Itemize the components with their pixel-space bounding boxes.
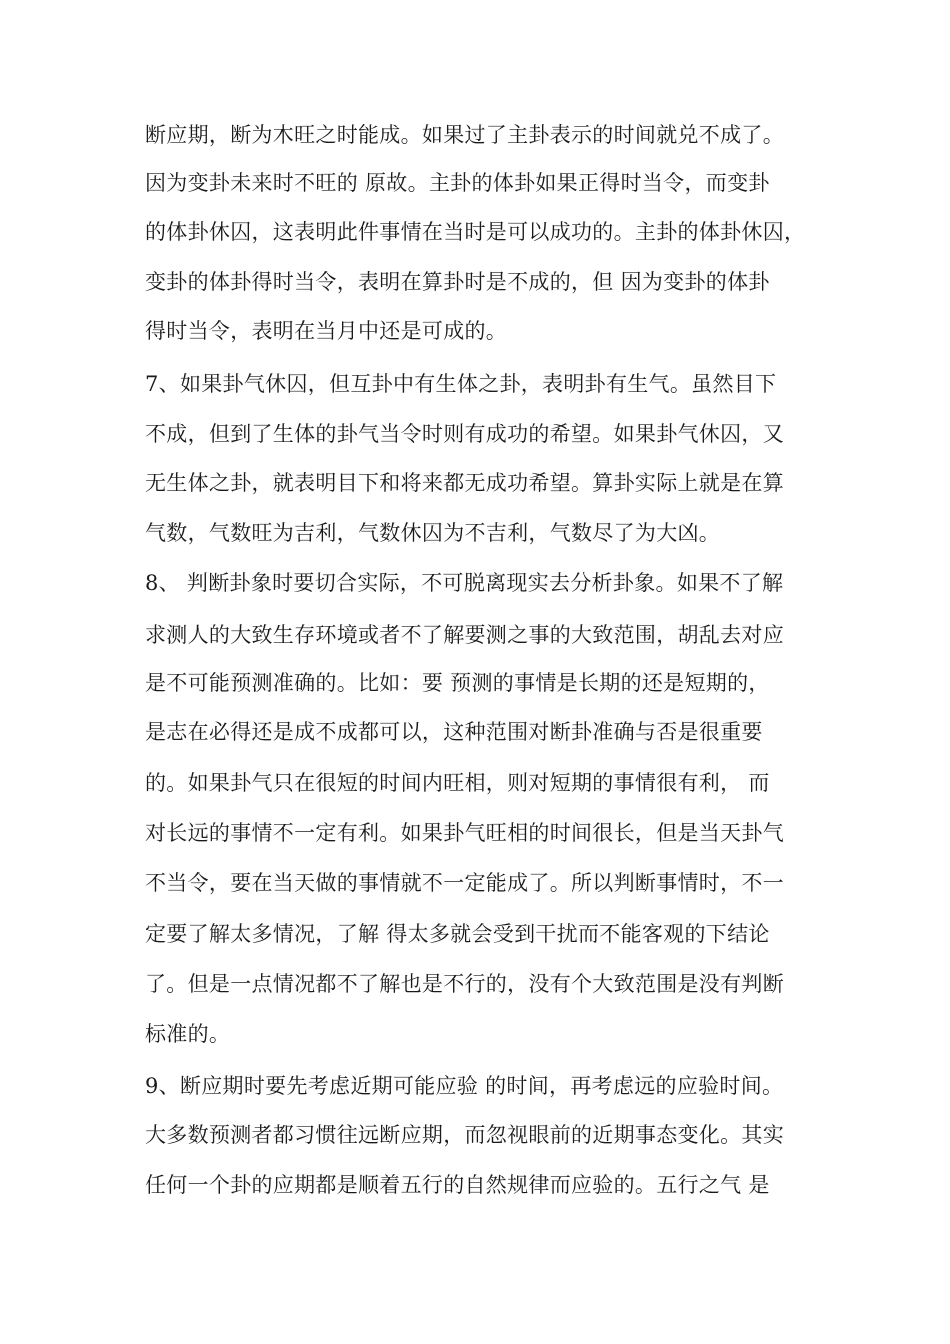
text-line-18: 了。但是一点情况都不了解也是不行的，没有个大致范围是没有判断	[145, 972, 784, 996]
text-line-11: 求测人的大致生存环境或者不了解要测之事的大致范围，胡乱去对应	[145, 623, 784, 647]
text-line-9: 气数，气数旺为吉利，气数休囚为不吉利，气数尽了为大凶。	[145, 521, 721, 545]
text-line-20: 9、断应期时要先考虑近期可能应验 的时间，再考虑远的应验时间。	[145, 1074, 784, 1098]
text-line-16: 不当令，要在当天做的事情就不一定能成了。所以判断事情时，不一	[145, 871, 784, 895]
text-line-4: 变卦的体卦得时当令，表明在算卦时是不成的，但 因为变卦的体卦	[145, 270, 770, 294]
text-line-12: 是不可能预测准确的。比如：要 预测的事情是长期的还是短期的，	[145, 671, 770, 695]
text-line-15: 对长远的事情不一定有利。如果卦气旺相的时间很长，但是当天卦气	[145, 821, 784, 845]
text-line-13: 是志在必得还是成不成都可以，这种范围对断卦准确与否是很重要	[145, 720, 763, 744]
text-line-6: 7、如果卦气休囚，但互卦中有生体之卦，表明卦有生气。虽然目下	[145, 372, 777, 396]
text-line-8: 无生体之卦，就表明目下和将来都无成功希望。算卦实际上就是在算	[145, 471, 784, 495]
text-line-17: 定要了解太多情况，了解 得太多就会受到干扰而不能客观的下结论	[145, 922, 770, 946]
text-line-14: 的。如果卦气只在很短的时间内旺相，则对短期的事情很有利， 而	[145, 771, 770, 795]
text-line-19: 标准的。	[145, 1022, 231, 1046]
text-line-2: 因为变卦未来时不旺的 原故。主卦的体卦如果正得时当令，而变卦	[145, 171, 770, 195]
text-line-22: 任何一个卦的应期都是顺着五行的自然规律而应验的。五行之气 是	[145, 1173, 770, 1197]
text-line-10: 8、 判断卦象时要切合实际，不可脱离现实去分析卦象。如果不了解	[145, 571, 784, 595]
text-line-21: 大多数预测者都习惯往远断应期，而忽视眼前的近期事态变化。其实	[145, 1123, 784, 1147]
text-line-3: 的体卦休囚，这表明此件事情在当时是可以成功的。主卦的体卦休囚，	[145, 220, 806, 244]
text-line-5: 得时当令，表明在当月中还是可成的。	[145, 319, 508, 343]
text-line-1: 断应期，断为木旺之时能成。如果过了主卦表示的时间就兑不成了。	[145, 123, 784, 147]
text-line-7: 不成，但到了生体的卦气当令时则有成功的希望。如果卦气休囚，又	[145, 422, 784, 446]
